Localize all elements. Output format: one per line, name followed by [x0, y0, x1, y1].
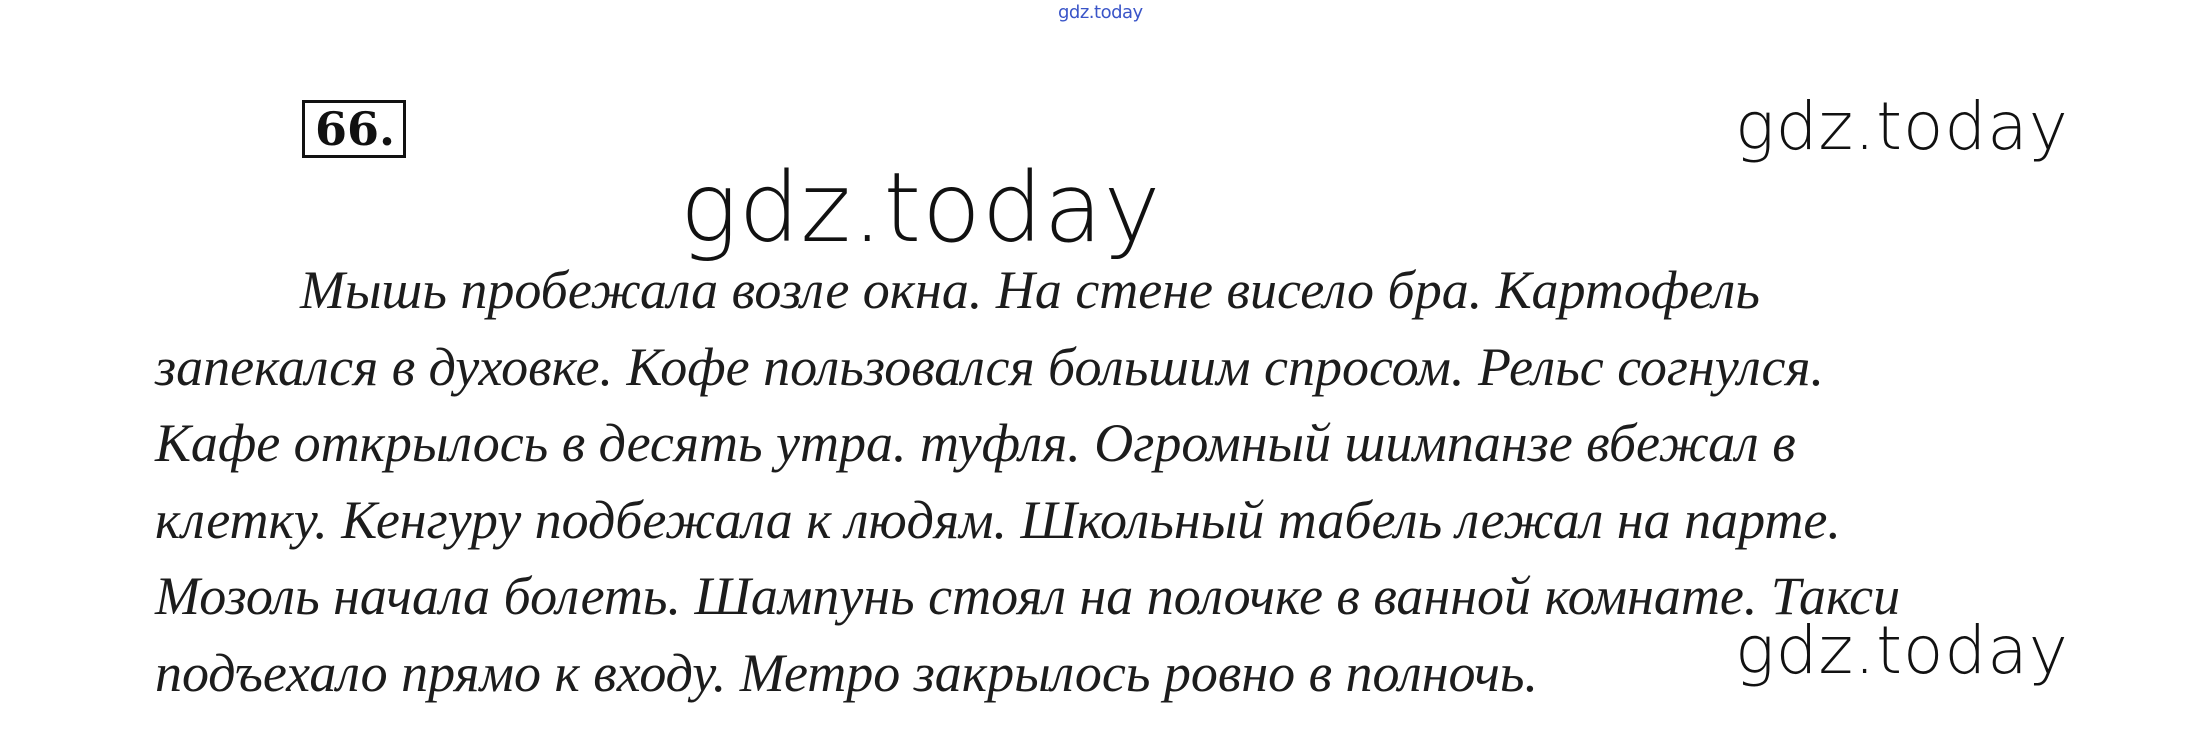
text-line-3: Кафе открылось в десять утра. туфля. Огромный шимпанзе вбежал в — [155, 413, 1796, 473]
text-line-1: Мышь пробежала возле окна. На стене висело бра. Картофель — [300, 260, 1760, 320]
watermark-top-right: gdz.today — [1735, 88, 2069, 165]
exercise-text — [155, 252, 2105, 711]
watermark-bottom-right: gdz.today — [1735, 612, 2069, 689]
text-line-4: клетку. Кенгуру подбежала к людям. Школьный табель лежал на парте. — [155, 489, 1841, 550]
watermark-center: gdz.today — [680, 152, 1162, 264]
exercise-number: 66. — [302, 100, 406, 158]
text-line-6: подъехало прямо к входу. Метро закрылось ровно в полночь. — [155, 642, 1538, 703]
site-link-header[interactable]: gdz.today — [1058, 2, 1143, 23]
text-line-2: запекался в духовке. Кофе пользовался большим спросом. Рельс согнулся. — [155, 336, 1825, 397]
text-line-5: Мозоль начала болеть. Шампунь стоял на полочке в ванной комнате. Такси — [155, 566, 1901, 626]
